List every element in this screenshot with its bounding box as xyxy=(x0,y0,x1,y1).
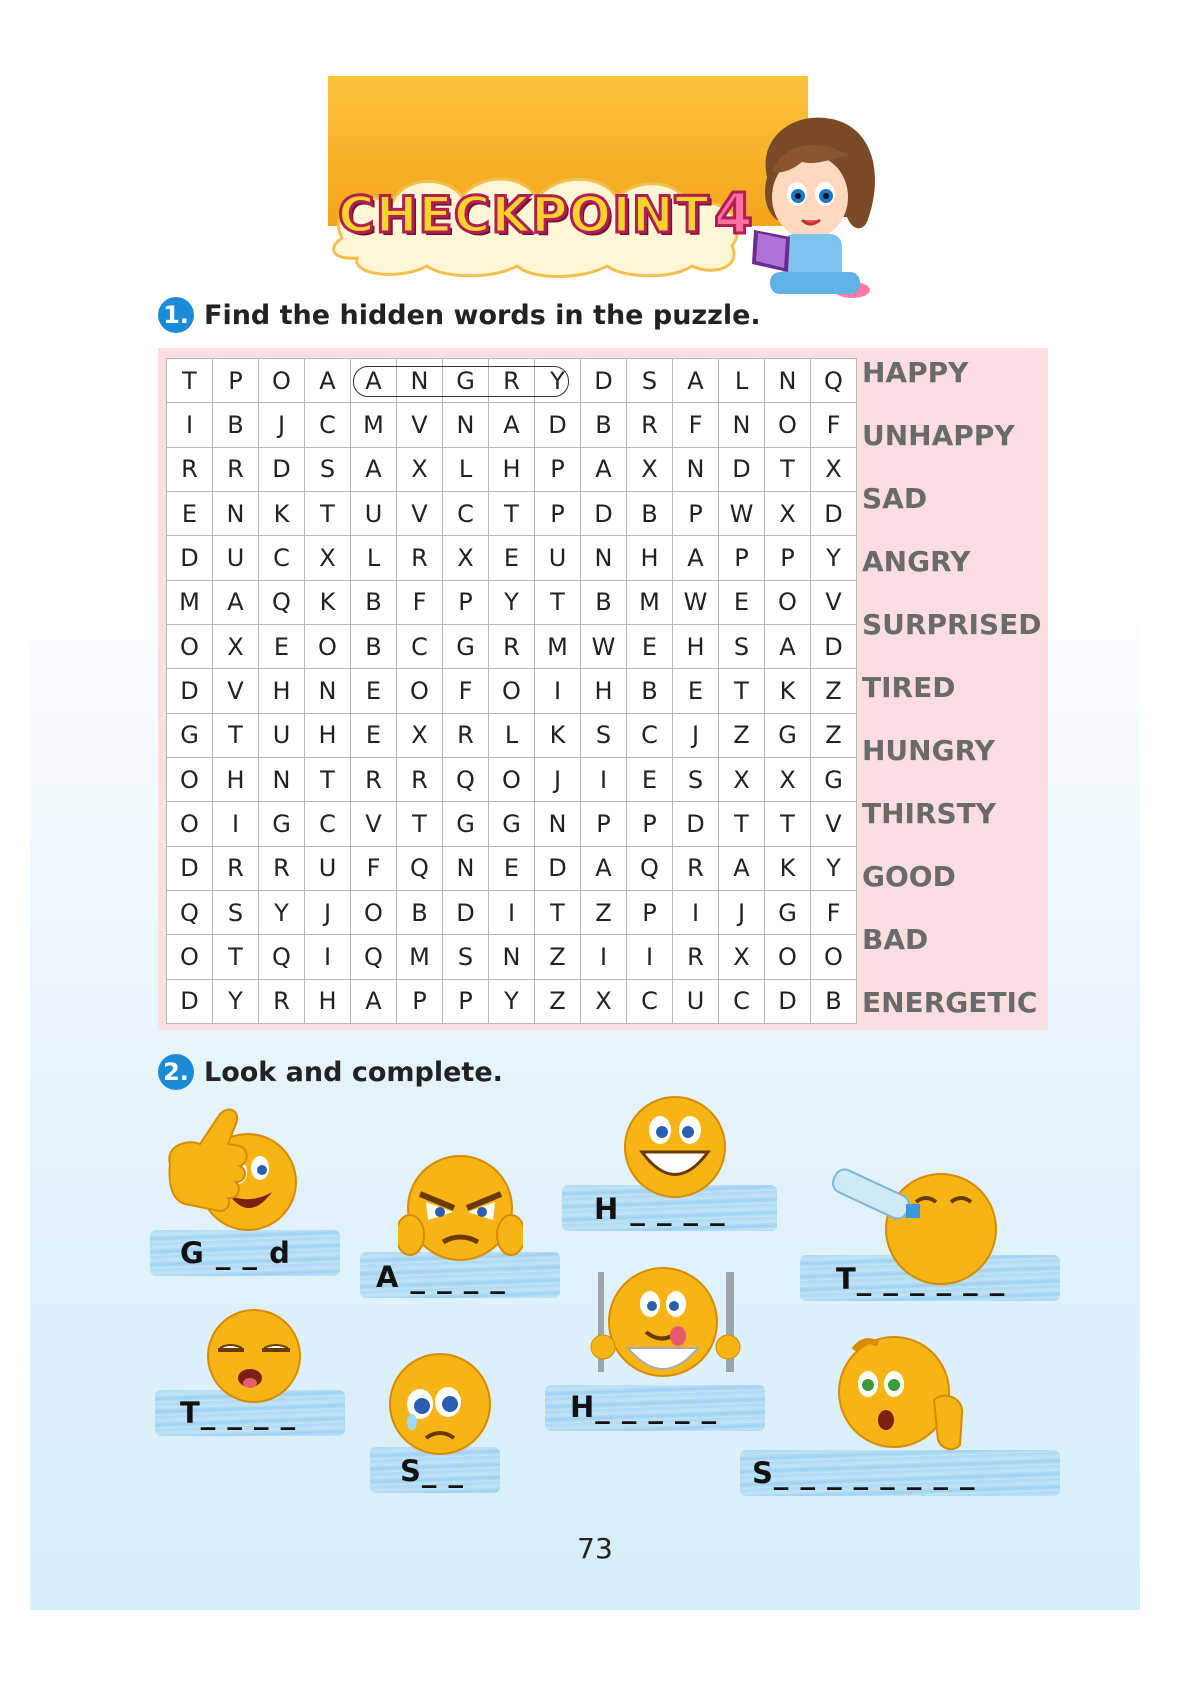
grid-cell[interactable]: E xyxy=(259,624,305,668)
grid-cell[interactable]: C xyxy=(259,536,305,580)
grid-cell[interactable]: Y xyxy=(489,979,535,1023)
grid-cell[interactable]: H xyxy=(213,757,259,801)
grid-cell[interactable]: O xyxy=(811,935,857,979)
grid-cell[interactable]: H xyxy=(581,669,627,713)
grid-cell[interactable]: N xyxy=(443,403,489,447)
grid-cell[interactable]: R xyxy=(397,757,443,801)
grid-cell[interactable]: O xyxy=(765,580,811,624)
grid-cell[interactable]: Z xyxy=(535,979,581,1023)
grid-cell[interactable]: K xyxy=(765,669,811,713)
grid-cell[interactable]: D xyxy=(811,624,857,668)
grid-cell[interactable]: I xyxy=(489,890,535,934)
grid-cell[interactable]: I xyxy=(581,757,627,801)
grid-cell[interactable]: R xyxy=(397,536,443,580)
grid-cell[interactable]: V xyxy=(351,802,397,846)
grid-cell[interactable]: J xyxy=(673,713,719,757)
blank-surprised[interactable]: S_ _ _ _ _ _ _ _ xyxy=(752,1456,976,1490)
banner-number: 4 xyxy=(714,182,753,247)
grid-cell[interactable]: D xyxy=(811,491,857,535)
grid-cell[interactable]: C xyxy=(443,491,489,535)
grid-cell[interactable]: I xyxy=(535,669,581,713)
grid-cell[interactable]: T xyxy=(765,802,811,846)
grid-cell[interactable]: P xyxy=(627,802,673,846)
grid-cell[interactable]: G xyxy=(443,802,489,846)
grid-cell[interactable]: G xyxy=(443,624,489,668)
question-1-number: 1. xyxy=(158,297,194,333)
blank-thirsty[interactable]: T_ _ _ _ _ _ xyxy=(836,1262,1006,1296)
grid-cell[interactable]: I xyxy=(673,890,719,934)
grid-cell[interactable]: E xyxy=(489,536,535,580)
tired-emoji xyxy=(200,1306,308,1406)
grid-cell[interactable]: N xyxy=(765,359,811,403)
grid-cell[interactable]: T xyxy=(489,491,535,535)
grid-cell[interactable]: B xyxy=(213,403,259,447)
grid-cell[interactable]: O xyxy=(397,669,443,713)
grid-cell[interactable]: C xyxy=(627,979,673,1023)
grid-cell[interactable]: A xyxy=(213,580,259,624)
grid-cell[interactable]: G xyxy=(489,802,535,846)
hungry-emoji xyxy=(578,1262,748,1392)
grid-cell[interactable]: P xyxy=(719,536,765,580)
grid-row xyxy=(167,491,857,535)
grid-cell[interactable]: G xyxy=(811,757,857,801)
blank-sad[interactable]: S_ _ xyxy=(400,1454,464,1488)
grid-cell[interactable]: S xyxy=(627,359,673,403)
grid-cell[interactable]: N xyxy=(535,802,581,846)
grid-cell[interactable]: Y xyxy=(811,846,857,890)
grid-cell[interactable]: B xyxy=(627,669,673,713)
grid-cell[interactable]: K xyxy=(305,580,351,624)
grid-cell[interactable]: T xyxy=(535,580,581,624)
angry-emoji xyxy=(398,1150,523,1265)
grid-cell[interactable]: G xyxy=(443,359,489,403)
grid-cell[interactable]: N xyxy=(397,359,443,403)
sad-emoji xyxy=(386,1350,494,1456)
grid-cell[interactable]: O xyxy=(167,757,213,801)
grid-cell[interactable]: E xyxy=(489,846,535,890)
grid-cell[interactable]: R xyxy=(673,846,719,890)
word-list-item: ENERGETIC xyxy=(862,986,1038,1019)
grid-cell[interactable]: N xyxy=(259,757,305,801)
grid-cell[interactable]: A xyxy=(719,846,765,890)
grid-row xyxy=(167,935,857,979)
grid-cell[interactable]: F xyxy=(811,890,857,934)
grid-cell[interactable]: R xyxy=(259,979,305,1023)
grid-row xyxy=(167,580,857,624)
grid-cell[interactable]: Z xyxy=(581,890,627,934)
grid-cell[interactable]: M xyxy=(627,580,673,624)
grid-cell[interactable]: O xyxy=(167,935,213,979)
grid-cell[interactable]: A xyxy=(581,846,627,890)
grid-cell[interactable]: X xyxy=(213,624,259,668)
grid-cell[interactable]: U xyxy=(535,536,581,580)
grid-cell[interactable]: P xyxy=(673,491,719,535)
grid-cell[interactable]: X xyxy=(397,713,443,757)
grid-cell[interactable]: E xyxy=(673,669,719,713)
grid-cell[interactable]: P xyxy=(213,359,259,403)
grid-cell[interactable]: N xyxy=(719,403,765,447)
grid-cell[interactable]: R xyxy=(213,846,259,890)
grid-cell[interactable]: S xyxy=(443,935,489,979)
grid-cell[interactable]: D xyxy=(167,846,213,890)
grid-cell[interactable]: L xyxy=(489,713,535,757)
grid-row xyxy=(167,624,857,668)
grid-cell[interactable]: T xyxy=(765,447,811,491)
grid-cell[interactable]: M xyxy=(397,935,443,979)
grid-cell[interactable]: X xyxy=(765,491,811,535)
grid-cell[interactable]: S xyxy=(673,757,719,801)
word-list-item: THIRSTY xyxy=(862,797,997,830)
grid-cell[interactable]: M xyxy=(351,403,397,447)
grid-cell[interactable]: I xyxy=(305,935,351,979)
grid-cell[interactable]: D xyxy=(443,890,489,934)
grid-cell[interactable]: X xyxy=(581,979,627,1023)
grid-cell[interactable]: T xyxy=(719,669,765,713)
grid-cell[interactable]: E xyxy=(627,757,673,801)
grid-row xyxy=(167,447,857,491)
grid-cell[interactable]: B xyxy=(581,580,627,624)
grid-cell[interactable]: P xyxy=(535,447,581,491)
grid-cell[interactable]: Z xyxy=(535,935,581,979)
grid-cell[interactable]: V xyxy=(811,580,857,624)
grid-cell[interactable]: K xyxy=(259,491,305,535)
grid-cell[interactable]: V xyxy=(213,669,259,713)
grid-cell[interactable]: Z xyxy=(811,669,857,713)
grid-cell[interactable]: J xyxy=(259,403,305,447)
grid-cell[interactable]: F xyxy=(811,403,857,447)
grid-cell[interactable]: G xyxy=(259,802,305,846)
grid-cell[interactable]: K xyxy=(765,846,811,890)
grid-cell[interactable]: C xyxy=(719,979,765,1023)
grid-cell[interactable]: B xyxy=(811,979,857,1023)
grid-cell[interactable]: U xyxy=(213,536,259,580)
grid-cell[interactable]: A xyxy=(351,447,397,491)
grid-cell[interactable]: N xyxy=(581,536,627,580)
grid-cell[interactable]: P xyxy=(627,890,673,934)
question-2-heading xyxy=(158,1054,503,1090)
grid-cell[interactable]: X xyxy=(397,447,443,491)
grid-cell[interactable]: R xyxy=(489,359,535,403)
grid-cell[interactable]: B xyxy=(581,403,627,447)
grid-cell[interactable]: X xyxy=(719,757,765,801)
grid-row xyxy=(167,536,857,580)
grid-cell[interactable]: X xyxy=(443,536,489,580)
grid-cell[interactable]: X xyxy=(719,935,765,979)
grid-cell[interactable]: R xyxy=(673,935,719,979)
thumbs-up-emoji xyxy=(160,1104,300,1234)
grid-cell[interactable]: E xyxy=(719,580,765,624)
grid-cell[interactable]: R xyxy=(351,757,397,801)
grid-cell[interactable]: I xyxy=(213,802,259,846)
grid-cell[interactable]: H xyxy=(627,536,673,580)
word-list-item: UNHAPPY xyxy=(862,419,1015,452)
grid-cell[interactable]: E xyxy=(167,491,213,535)
grid-cell[interactable]: Q xyxy=(443,757,489,801)
grid-cell[interactable]: V xyxy=(397,403,443,447)
grid-cell[interactable]: D xyxy=(259,447,305,491)
grid-row xyxy=(167,403,857,447)
found-word-circle xyxy=(353,366,569,397)
grid-cell[interactable]: E xyxy=(351,713,397,757)
grid-cell[interactable]: Y xyxy=(811,536,857,580)
grid-cell[interactable]: L xyxy=(443,447,489,491)
grid-cell[interactable]: O xyxy=(259,359,305,403)
grid-cell[interactable]: P xyxy=(765,536,811,580)
word-list-item: TIRED xyxy=(862,671,956,704)
grid-cell[interactable]: P xyxy=(581,802,627,846)
grid-cell[interactable]: A xyxy=(673,359,719,403)
grid-cell[interactable]: A xyxy=(581,447,627,491)
grid-cell[interactable]: L xyxy=(351,536,397,580)
grid-cell[interactable]: I xyxy=(627,935,673,979)
grid-cell[interactable]: N xyxy=(443,846,489,890)
grid-cell[interactable]: D xyxy=(167,979,213,1023)
grid-cell[interactable]: O xyxy=(765,403,811,447)
grid-cell[interactable]: P xyxy=(443,979,489,1023)
grid-cell[interactable]: G xyxy=(167,713,213,757)
grid-cell[interactable]: G xyxy=(765,890,811,934)
grid-cell[interactable]: O xyxy=(167,624,213,668)
grid-cell[interactable]: D xyxy=(765,979,811,1023)
grid-row xyxy=(167,757,857,801)
grid-cell[interactable]: W xyxy=(673,580,719,624)
grid-cell[interactable]: W xyxy=(719,491,765,535)
grid-row xyxy=(167,846,857,890)
grid-cell[interactable]: D xyxy=(535,403,581,447)
reading-girl-illustration xyxy=(742,112,882,307)
grid-cell[interactable]: H xyxy=(305,713,351,757)
question-1-heading xyxy=(158,297,761,333)
grid-cell[interactable]: R xyxy=(259,846,305,890)
grid-cell[interactable]: X xyxy=(811,447,857,491)
grid-cell[interactable]: J xyxy=(719,890,765,934)
grid-cell[interactable]: Y xyxy=(489,580,535,624)
grid-cell[interactable]: M xyxy=(167,580,213,624)
grid-cell[interactable]: D xyxy=(719,447,765,491)
word-list-item: SAD xyxy=(862,482,928,515)
grid-cell[interactable]: S xyxy=(305,447,351,491)
grid-cell[interactable]: O xyxy=(167,802,213,846)
grid-cell[interactable]: R xyxy=(167,447,213,491)
grid-row xyxy=(167,979,857,1023)
grid-cell[interactable]: Q xyxy=(811,359,857,403)
grid-cell[interactable]: A xyxy=(765,624,811,668)
grid-cell[interactable]: M xyxy=(535,624,581,668)
grid-cell[interactable]: D xyxy=(167,669,213,713)
grid-cell[interactable]: U xyxy=(351,491,397,535)
grid-cell[interactable]: Y xyxy=(213,979,259,1023)
grid-cell[interactable]: Y xyxy=(259,890,305,934)
word-list-item: GOOD xyxy=(862,860,956,893)
grid-cell[interactable]: Q xyxy=(167,890,213,934)
word-list-item: ANGRY xyxy=(862,545,971,578)
grid-cell[interactable]: O xyxy=(489,669,535,713)
grid-cell[interactable]: V xyxy=(811,802,857,846)
question-1-text: Find the hidden words in the puzzle. xyxy=(204,299,761,331)
grid-cell[interactable]: D xyxy=(673,802,719,846)
banner-title: CHECKPOINT xyxy=(338,186,710,244)
grid-cell[interactable]: Q xyxy=(397,846,443,890)
grid-row xyxy=(167,713,857,757)
word-list-item: HUNGRY xyxy=(862,734,995,767)
grid-cell[interactable]: Q xyxy=(259,580,305,624)
word-list-item: BAD xyxy=(862,923,929,956)
grid-cell[interactable]: H xyxy=(259,669,305,713)
grid-cell[interactable]: R xyxy=(213,447,259,491)
grid-cell[interactable]: F xyxy=(443,669,489,713)
grid-cell[interactable]: V xyxy=(397,491,443,535)
grid-cell[interactable]: T xyxy=(305,491,351,535)
grid-row xyxy=(167,890,857,934)
grid-cell[interactable]: A xyxy=(305,359,351,403)
grid-cell[interactable]: J xyxy=(305,890,351,934)
grid-cell[interactable]: E xyxy=(351,669,397,713)
grid-cell[interactable]: U xyxy=(259,713,305,757)
grid-cell[interactable]: T xyxy=(535,890,581,934)
grid-cell[interactable]: A xyxy=(489,403,535,447)
grid-cell[interactable]: C xyxy=(397,624,443,668)
grid-cell[interactable]: I xyxy=(167,403,213,447)
grid-cell[interactable]: Z xyxy=(811,713,857,757)
grid-cell[interactable]: D xyxy=(535,846,581,890)
grid-cell[interactable]: O xyxy=(765,935,811,979)
grid-cell[interactable]: R xyxy=(627,403,673,447)
page-number: 73 xyxy=(577,1532,613,1565)
grid-cell[interactable]: D xyxy=(581,491,627,535)
grid-cell[interactable]: F xyxy=(673,403,719,447)
grid-cell[interactable]: T xyxy=(213,713,259,757)
grid-cell[interactable]: Q xyxy=(259,935,305,979)
grid-cell[interactable]: F xyxy=(351,846,397,890)
grid-cell[interactable]: W xyxy=(581,624,627,668)
happy-emoji xyxy=(620,1092,730,1202)
grid-cell[interactable]: A xyxy=(673,536,719,580)
grid-cell[interactable]: D xyxy=(581,359,627,403)
grid-row xyxy=(167,669,857,713)
grid-cell[interactable]: P xyxy=(535,491,581,535)
grid-cell[interactable]: X xyxy=(627,447,673,491)
grid-cell[interactable]: T xyxy=(397,802,443,846)
blank-happy[interactable]: H _ _ _ _ xyxy=(594,1192,726,1226)
grid-cell[interactable]: U xyxy=(673,979,719,1023)
grid-cell[interactable]: B xyxy=(627,491,673,535)
word-list-item: SURPRISED xyxy=(862,608,1042,641)
grid-cell[interactable]: N xyxy=(305,669,351,713)
grid-cell[interactable]: P xyxy=(443,580,489,624)
grid-cell[interactable]: Z xyxy=(719,713,765,757)
grid-cell[interactable]: U xyxy=(305,846,351,890)
grid-cell[interactable]: O xyxy=(305,624,351,668)
grid-cell[interactable]: N xyxy=(213,491,259,535)
grid-cell[interactable]: C xyxy=(305,403,351,447)
grid-cell[interactable]: L xyxy=(719,359,765,403)
blank-angry[interactable]: A _ _ _ _ xyxy=(376,1260,506,1294)
grid-cell[interactable]: R xyxy=(489,624,535,668)
grid-cell[interactable]: Q xyxy=(627,846,673,890)
grid-cell[interactable]: H xyxy=(489,447,535,491)
grid-cell[interactable]: C xyxy=(627,713,673,757)
grid-cell[interactable]: E xyxy=(627,624,673,668)
grid-cell[interactable]: A xyxy=(351,359,397,403)
grid-cell[interactable]: H xyxy=(305,979,351,1023)
grid-cell[interactable]: N xyxy=(673,447,719,491)
grid-cell[interactable]: B xyxy=(351,624,397,668)
grid-cell[interactable]: T xyxy=(213,935,259,979)
grid-cell[interactable]: Y xyxy=(535,359,581,403)
grid-cell[interactable]: A xyxy=(351,979,397,1023)
grid-cell[interactable]: K xyxy=(535,713,581,757)
word-list-item: HAPPY xyxy=(862,356,969,389)
grid-cell[interactable]: P xyxy=(397,979,443,1023)
grid-cell[interactable]: T xyxy=(305,757,351,801)
blank-hungry[interactable]: H_ _ _ _ _ xyxy=(570,1390,718,1424)
grid-cell[interactable]: B xyxy=(397,890,443,934)
grid-cell[interactable]: F xyxy=(397,580,443,624)
grid-cell[interactable]: X xyxy=(305,536,351,580)
grid-cell[interactable]: X xyxy=(765,757,811,801)
word-search-grid xyxy=(166,358,857,1024)
blank-tired[interactable]: T_ _ _ _ xyxy=(180,1396,297,1430)
question-2-text: Look and complete. xyxy=(204,1056,503,1088)
grid-cell[interactable]: G xyxy=(765,713,811,757)
grid-cell[interactable]: T xyxy=(719,802,765,846)
grid-cell[interactable]: O xyxy=(489,757,535,801)
grid-cell[interactable]: N xyxy=(489,935,535,979)
question-2-number: 2. xyxy=(158,1054,194,1090)
grid-cell[interactable]: B xyxy=(351,580,397,624)
grid-cell[interactable]: R xyxy=(443,713,489,757)
grid-cell[interactable]: D xyxy=(167,536,213,580)
blank-good[interactable]: G _ _ d xyxy=(180,1236,291,1270)
grid-cell[interactable]: T xyxy=(167,359,213,403)
grid-cell[interactable]: S xyxy=(213,890,259,934)
grid-row xyxy=(167,802,857,846)
grid-cell[interactable]: J xyxy=(535,757,581,801)
grid-cell[interactable]: S xyxy=(581,713,627,757)
grid-cell[interactable]: S xyxy=(719,624,765,668)
grid-cell[interactable]: Q xyxy=(351,935,397,979)
grid-cell[interactable]: C xyxy=(305,802,351,846)
surprised-emoji xyxy=(834,1330,974,1455)
grid-cell[interactable]: O xyxy=(351,890,397,934)
grid-cell[interactable]: H xyxy=(673,624,719,668)
grid-cell[interactable]: I xyxy=(581,935,627,979)
